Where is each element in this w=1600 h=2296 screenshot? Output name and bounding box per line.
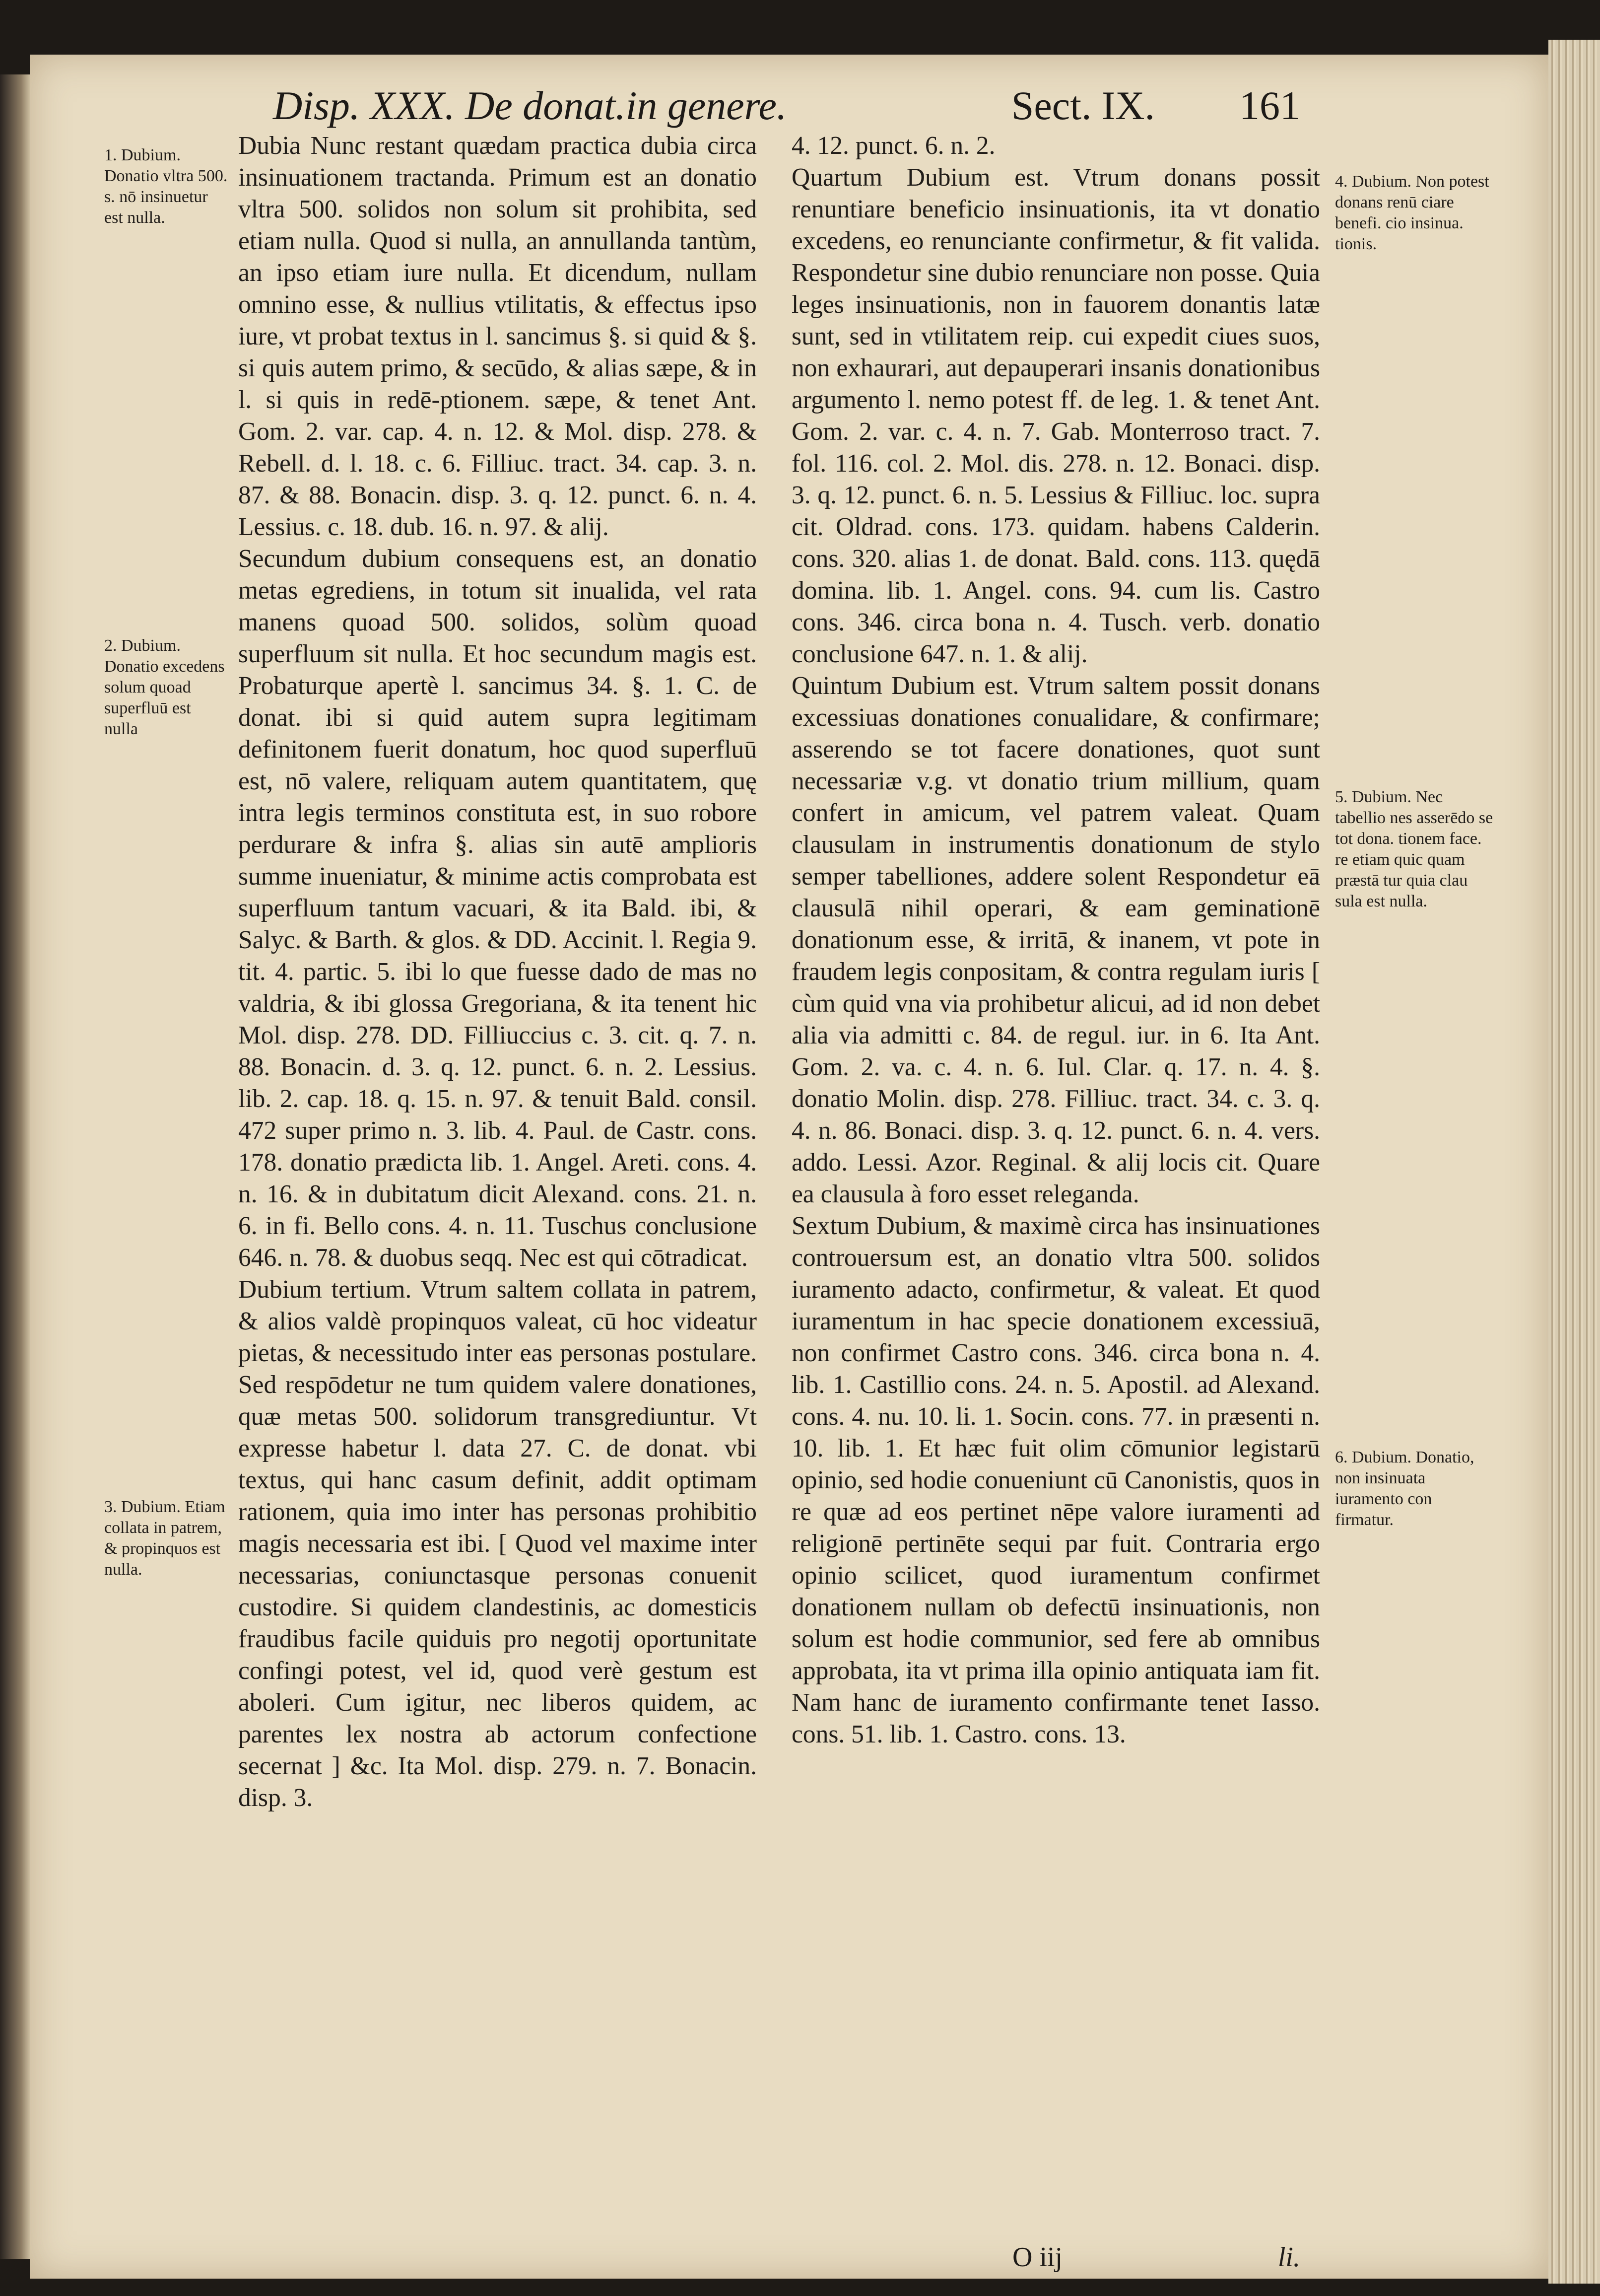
margin-note-6: 6. Dubium. Donatio, non insinuata iuramento con firmatur. (1335, 1448, 1474, 1529)
text-column-left: Dubia Nunc restant quædam practica dubia circa insinuationem tractanda. Primum est an donatio vltra 500. solidos non solum sit prohibita, sed etiam nulla. Quod si nulla, an annullanda tantùm, an ipso etiam iure nulla. Et dicendum, nullam omnino esse, & nullius vtilitatis, & effectus ipso iure, vt probat textus in l. sancimus §. si quid & §. si quis autem primo, & secūdo, & alias sæpe, & in l. si quis in redē-ptionem. sæpe, & tenet Ant. Gom. 2. var. cap. 4. n. 12. & Mol. disp. 278. & Rebell. d. l. 18. c. 6. Filliuc. tract. 34. cap. 3. n. 87. & 88. Bonacin. disp. 3. q. 12. punct. 6. n. 4. Lessius. c. 18. dub. 16. n. 97. & alij. Secundum dubium consequens est, an donatio metas egrediens, in totum sit inualida, vel rata manens quoad 500. solidos, solùm quoad superfluum sit nulla. Et hoc secundum magis est. Probaturque apertè l. sancimus 34. §. 1. C. de donat. ibi si quid autem supra legitimam definitonem fuerit donatum, hoc quod superfluū est, nō valere, reliquam autem quantitatem, quę intra legis terminos constituta est, in suo robore perdurare & infra §. alias sin autē amplioris summe inueniatur, & minime actis comprobata est superfluum tantum vacuari, & ita Bald. ibi, & Salyc. & Barth. & glos. & DD. Accinit. l. Regia 9. tit. 4. partic. 5. ibi lo que fuesse dado de mas no valdria, & ibi glossa Gregoriana, & ita tenent hic Mol. disp. 278. DD. Filliuccius c. 3. cit. q. 7. n. 88. Bonacin. d. 3. q. 12. punct. 6. n. 2. Lessius. lib. 2. cap. 18. q. 15. n. 97. & tenuit Bald. consil. 472 super primo n. 3. lib. 4. Paul. de Castr. cons. 178. donatio prædicta lib. 1. Angel. Areti. cons. 4. n. 16. & in dubitatum dicit Alexand. cons. 21. n. 6. in fi. Bello cons. 4. n. 11. Tuschus conclusione 646. n. 78. & duobus seqq. Nec est qui cōtradicat. Dubium tertium. Vtrum saltem collata in patrem, & alios valdè propinquos valeat, cū hoc videatur pietas, & necessitudo inter eas personas postulare. Sed respōdetur ne tum quidem valere donationes, quæ metas 500. solidorum transgrediuntur. Vt expresse habetur l. data 27. C. de donat. vbi textus, qui hanc casum definit, addit optimam rationem, quia imo inter has personas prohibitio magis necessaria est ibi. [ Quod vel maxime inter necessarias, coniunctasque personas conuenit custodire. Si quidem clandestinis, ac domesticis fraudibus facile quiduis pro negotij oportunitate confingi potest, vel id, quod verè gestum est aboleri. Cum igitur, nec liberos quidem, ac parentes lex nostra ab actorum confectione secernat ] &c. Ita Mol. disp. 279. n. 7. Bonacin. disp. 3. (238, 132, 757, 1812)
margin-note-5: 5. Dubium. Nec tabellio nes asserēdo se tot dona. tionem face. re etiam quic quam præstā tur quia clau sula est nulla. (1335, 788, 1493, 910)
margin-note-4: 4. Dubium. Non potest donans renū ciare benefi. cio insinua. tionis. (1335, 172, 1489, 253)
text-column-right: 4. 12. punct. 6. n. 2. Quartum Dubium est. Vtrum donans possit renuntiare beneficio insinuationis, ita vt donatio excedens, eo renunciante confirmetur, & fit valida. Respondetur sine dubio renunciare non posse. Quia leges insinuationis, non in fauorem donantis latæ sunt, sed in vtilitatem reip. cui expedit ciues suos, non exhaurari, aut depauperari insanis donationibus argumento l. nemo potest ff. de leg. 1. & tenet Ant. Gom. 2. var. c. 4. n. 7. Gab. Monterroso tract. 7. fol. 116. col. 2. Mol. dis. 278. n. 12. Bonaci. disp. 3. q. 12. punct. 6. n. 5. Lessius & Filliuc. loc. supra cit. Oldrad. cons. 173. quidam. habens Calderin. cons. 320. alias 1. de donat. Bald. cons. 113. quędā domina. lib. 1. Angel. cons. 94. cum lis. Castro cons. 346. circa bona n. 4. Tusch. verb. donatio conclusione 647. n. 1. & alij. Quintum Dubium est. Vtrum saltem possit donans excessiuas donationes conualidare, & confirmare; asserendo se tot facere donationes, quot sunt necessariæ v.g. vt donatio trium millium, quam confert in amicum, vel patrem valeat. Quam clausulam in instrumentis donationum de stylo semper tabelliones, addere solent Respondetur eā clausulā nihil operari, & eam geminationē donationum esse, & irritā, & inanem, vt pote in fraudem legis conpositam, & contra regulam iuris [ cùm quid vna via prohibetur alicui, ad id non debet alia via admitti c. 84. de regul. iur. in 6. Ita Ant. Gom. 2. va. c. 4. n. 6. Iul. Clar. q. 17. n. 4. §. donatio Molin. disp. 278. Filliuc. tract. 34. c. 3. q. 4. n. 86. Bonaci. disp. 3. q. 12. punct. 6. n. 4. vers. addo. Lessi. Azor. Reginal. & alij locis cit. Quare ea clausula à foro esset releganda. Sextum Dubium, & maximè circa has insinuationes controuersum est, an donatio vltra 500. solidos iuramento adacto, confirmetur, & valeat. Et quod iuramentum in hac specie donationem excessiuā, non confirmet Castro cons. 346. circa bona n. 4. lib. 1. Castillio cons. 24. n. 5. Apostil. ad Alexand. cons. 4. nu. 10. li. 1. Socin. cons. 77. in præsenti n. 10. lib. 1. Et hæc fuit olim cōmunior legistarū opinio, sed hodie conueniunt cū Canonistis, quos in re quæ ad eos pertinet nēpe valore iuramenti ad religionē pertinēte sequi par fuit. Contraria ergo opinio scilicet, quod iuramentum confirmet donationem nullam ob defectū insinuationis, non solum est hodie communior, sed fere ab omnibus approbata, ita vt prima illa opinio antiquata iam fit. Nam hanc de iuramento confirmante tenet Iasso. cons. 51. lib. 1. Castro. cons. 13. (792, 132, 1320, 1748)
section-label: Sect. IX. (1011, 83, 1155, 128)
page-number: 161 (1239, 83, 1300, 128)
catchword: li. (1277, 2242, 1300, 2273)
signature-mark: O iij (1012, 2242, 1063, 2273)
page-footer (1012, 2241, 1300, 2273)
page-stack-edge (1548, 40, 1600, 2284)
running-header (273, 74, 1300, 129)
margin-note-3: 3. Dubium. Etiam collata in patrem, & propinquos est nulla. (104, 1498, 225, 1579)
margin-note-1: 1. Dubium. Donatio vltra 500. s. nō insinuetur est nulla. (104, 146, 228, 227)
margin-note-2: 2. Dubium. Donatio excedens solum quoad superfluū est nulla (104, 636, 225, 738)
running-title: Disp. XXX. De donat.in genere. (273, 83, 787, 128)
facing-page-edge (0, 74, 30, 2259)
